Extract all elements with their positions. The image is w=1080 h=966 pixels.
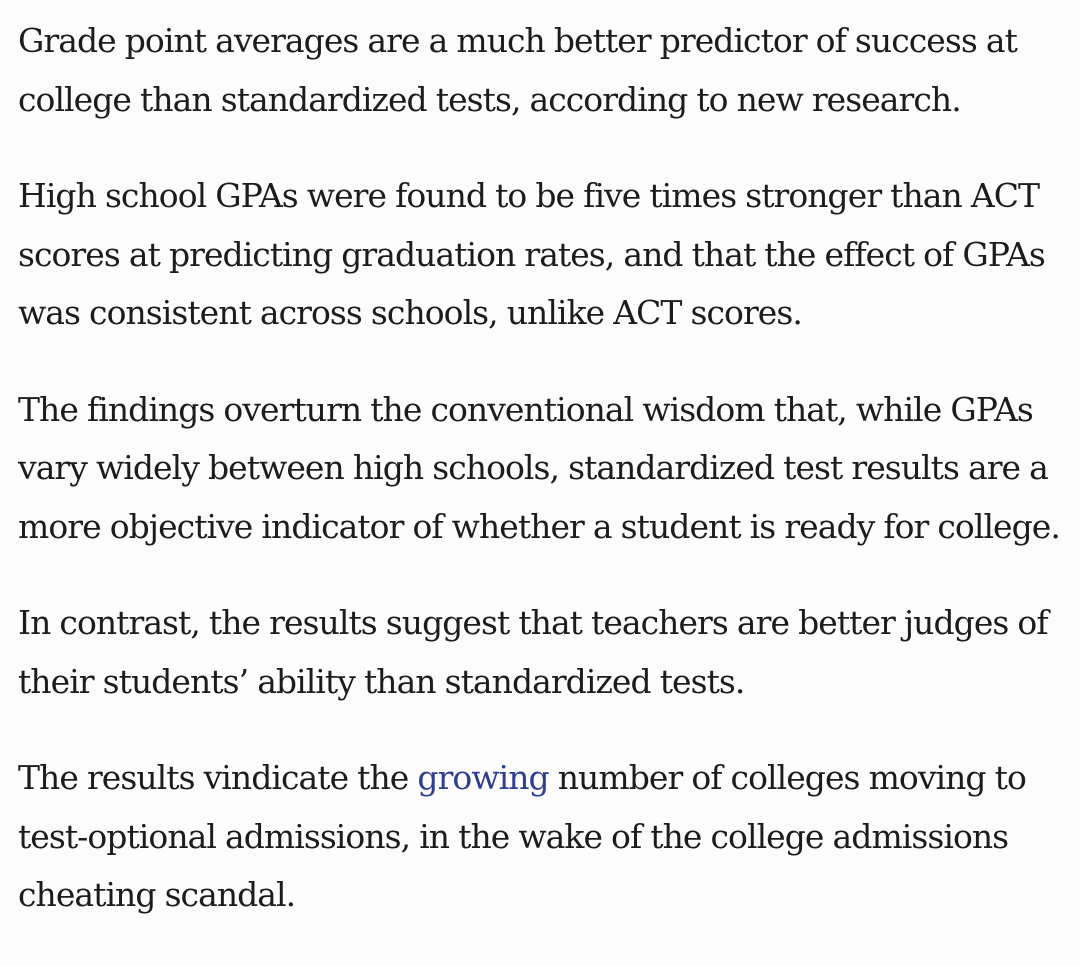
paragraph-5 xyxy=(18,749,1073,925)
paragraph-line: cheating scandal. xyxy=(18,875,296,914)
paragraph-2 xyxy=(18,167,1073,343)
paragraph-line: High school GPAs were found to be five times stronger than ACT xyxy=(18,176,1040,215)
paragraph-line: scores at predicting graduation rates, and that the effect of GPAs xyxy=(18,234,1045,274)
paragraph-1 xyxy=(18,12,1073,129)
paragraph-line xyxy=(18,749,1073,808)
paragraph-line: The findings overturn the conventional wisdom that, while GPAs xyxy=(18,389,1033,429)
paragraph-3 xyxy=(18,381,1073,557)
paragraph-line: test-optional admissions, in the wake of the college admissions xyxy=(18,816,1009,856)
paragraph-4 xyxy=(18,594,1073,711)
paragraph-line: was consistent across schools, unlike ACT scores. xyxy=(18,293,802,332)
paragraph-line: In contrast, the results suggest that teachers are better judges of xyxy=(18,603,1048,642)
paragraph-line: vary widely between high schools, standardized test results are a xyxy=(18,448,1048,487)
paragraph-line: Grade point averages are a much better predictor of success at xyxy=(18,21,1017,60)
growing-link[interactable]: growing xyxy=(417,758,549,797)
paragraph-line: more objective indicator of whether a student is ready for college. xyxy=(18,506,1060,546)
article-body xyxy=(18,12,1073,963)
paragraph-text: number of colleges moving to xyxy=(548,758,1026,797)
paragraph-text: The results vindicate the xyxy=(18,758,418,797)
paragraph-line: college than standardized tests, according to new research. xyxy=(18,79,961,119)
paragraph-line: their students’ ability than standardized tests. xyxy=(18,661,745,701)
